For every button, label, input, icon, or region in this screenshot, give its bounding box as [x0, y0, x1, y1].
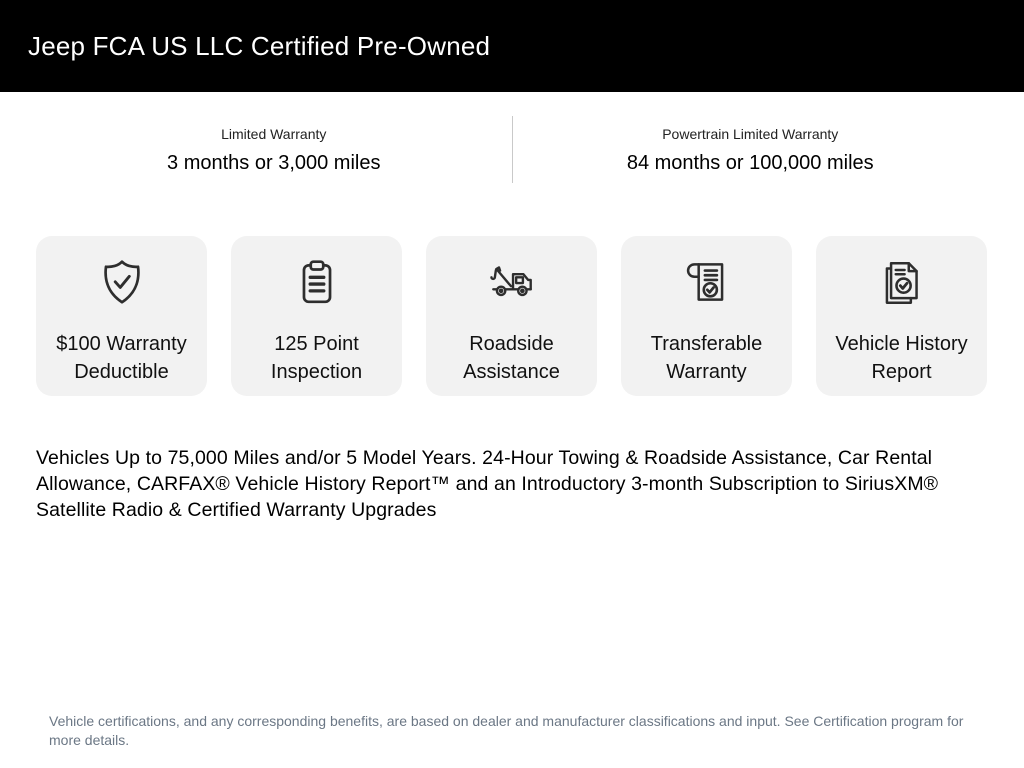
- header-bar: [0, 0, 1024, 92]
- page-title: Jeep FCA US LLC Certified Pre-Owned: [28, 30, 491, 61]
- limited-warranty-column: [36, 113, 512, 185]
- clipboard-checklist-icon: [292, 256, 342, 308]
- benefit-label: Transferable Warranty: [650, 333, 763, 383]
- tow-truck-icon: [485, 256, 539, 308]
- benefits-section: [36, 236, 988, 396]
- limited-warranty-value: 3 months or 3,000 miles: [167, 152, 381, 174]
- benefit-label: Roadside Assistance: [463, 333, 560, 383]
- benefit-card-roadside-assistance: [426, 236, 597, 396]
- benefit-label: Vehicle History Report: [835, 333, 968, 383]
- powertrain-warranty-value: 84 months or 100,000 miles: [626, 152, 874, 174]
- benefit-card-point-inspection: [231, 236, 402, 396]
- powertrain-warranty-label: Powertrain Limited Warranty: [662, 126, 839, 142]
- receipt-check-icon: [682, 256, 732, 308]
- benefit-card-transferable-warranty: [621, 236, 792, 396]
- certification-disclaimer: Vehicle certifications, and any corresponding benefits, are based on dealer and manufacturer classifications and input. See Certification program for more details.: [49, 712, 964, 748]
- benefit-label: $100 Warranty Deductible: [56, 333, 187, 383]
- limited-warranty-label: Limited Warranty: [221, 126, 327, 142]
- warranty-section: [36, 113, 988, 185]
- benefit-card-warranty-deductible: [36, 236, 207, 396]
- shield-check-icon: [97, 256, 147, 308]
- program-description: Vehicles Up to 75,000 Miles and/or 5 Model Years. 24-Hour Towing & Roadside Assistance, Car Rental Allowance, CARFAX® Vehicle History Report™ and an Introductory 3-month Subscription to SiriusXM® Satellite Radio & Certified Warranty Upgrades: [36, 447, 939, 521]
- benefit-card-vehicle-history: [816, 236, 987, 396]
- benefit-label: 125 Point Inspection: [270, 333, 363, 383]
- documents-check-icon: [877, 256, 927, 308]
- powertrain-warranty-column: [513, 113, 989, 185]
